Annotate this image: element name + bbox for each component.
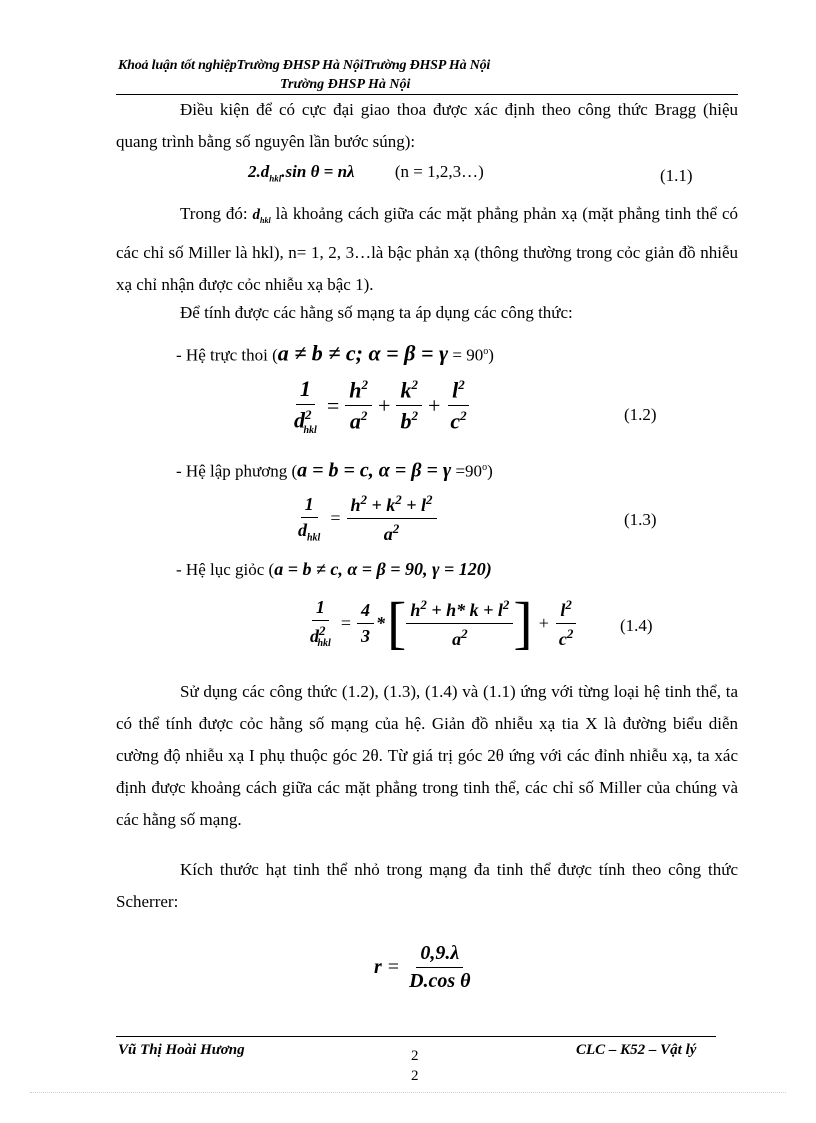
equation-1-1: $2.d_{hkl}.\sin$ θ = nλ (n = 1,2,3…)	[248, 162, 484, 184]
equation-number-1-4: (1.4)	[620, 616, 653, 635]
orthorhombic-label: - Hệ trực thoi (a ≠ b ≠ c; $\alpha = \beta = \gamma = 90^o$)	[176, 340, 494, 366]
equation-condition: (n = 1,2,3…)	[394, 162, 484, 181]
paragraph-bragg: Điều kiện để có cực đại giao thoa được xác định theo công thức Bragg (hiệu quang trình bằng số nguyên lần bước súng):	[116, 100, 738, 151]
footer-author: Vũ Thị Hoài Hương	[118, 1042, 245, 1058]
page-bottom-border	[30, 1092, 786, 1093]
paragraph-definitions: Trong đó: $d_{hkl}$ là khoảng cách giữa các mặt phẳng phản xạ (mặt phẳng tinh thể có các chỉ số Miller là hkl), n= 1, 2, 3…là bậc phản xạ (thông thường trong cỏc giản đồ nhiễu xạ chỉ nhận được cỏc nhiễu xạ bậc 1).	[116, 204, 738, 294]
symbol-dhkl: $d_{hkl}$	[252, 207, 271, 225]
equation-1-2: $\frac{1}{d^2_{hkl}}$ = $\frac{h^2}{a^2}$ + $\frac{k^2}{b^2}$ + $\frac{l^2}{c^2}$	[290, 376, 471, 436]
equation-number-1-2: (1.2)	[624, 405, 657, 424]
footer-course: CLC – K52 – Vật lý	[576, 1042, 697, 1058]
equation-1-4: $\frac{1}{d^2_{hkl}}$ = $\frac{4}{3}$ * [ $\frac{h^2 + h* k + l^2}{a^2}$ ] + $\frac{l^2}{c^2}$	[306, 594, 577, 652]
equation-scherrer: r = $\frac{0,9.\lambda}{\text{D.cos θ}}$	[374, 942, 471, 992]
equation-1-3: $\frac{1}{d_{hkl}}$ = $\frac{h^2 + k^2 + l^2}{a^2}$	[294, 492, 437, 545]
paragraph-usage: Sử dụng các công thức (1.2), (1.3), (1.4) và (1.1) ứng với từng loại hệ tinh thể, ta có thể tính được cỏc hằng số mạng của hệ. Giản đồ nhiễu xạ tia X là đường biểu diễn cường độ nhiễu xạ I phụ thuộc góc 2θ. Từ giá trị góc 2θ ứng với các đỉnh nhiễu xạ, ta xác định được khoảng cách giữa các mặt phẳng trong tinh thể, các chỉ số Miller của chúng và các hằng số mạng.	[116, 682, 738, 829]
equation-number-1-3: (1.3)	[624, 510, 657, 529]
cubic-label: - Hệ lập phương (a = b = c, $\alpha = \beta = \gamma =90^o$)	[176, 459, 493, 482]
header-subtitle: Trường ĐHSP Hà Nội	[280, 77, 411, 92]
paragraph-scherrer: Kích thước hạt tinh thể nhỏ trong mạng đa tinh thể được tính theo công thức Scherrer:	[116, 860, 738, 911]
page-number: 2	[411, 1048, 419, 1064]
equation-number-1-1: (1.1)	[660, 166, 693, 185]
footer-rule	[116, 1036, 716, 1037]
header-title: Khoả luận tốt nghiệpTrường ĐHSP Hà NộiTrường ĐHSP Hà Nội	[118, 58, 491, 73]
paragraph-intro-formulas: Để tính được các hằng số mạng ta áp dụng các công thức:	[180, 303, 573, 322]
page-number-repeat: 2	[411, 1068, 419, 1084]
hexagonal-label: - Hệ lục giỏc (a = b ≠ c, α = β = 90, γ = 120)	[176, 559, 492, 579]
